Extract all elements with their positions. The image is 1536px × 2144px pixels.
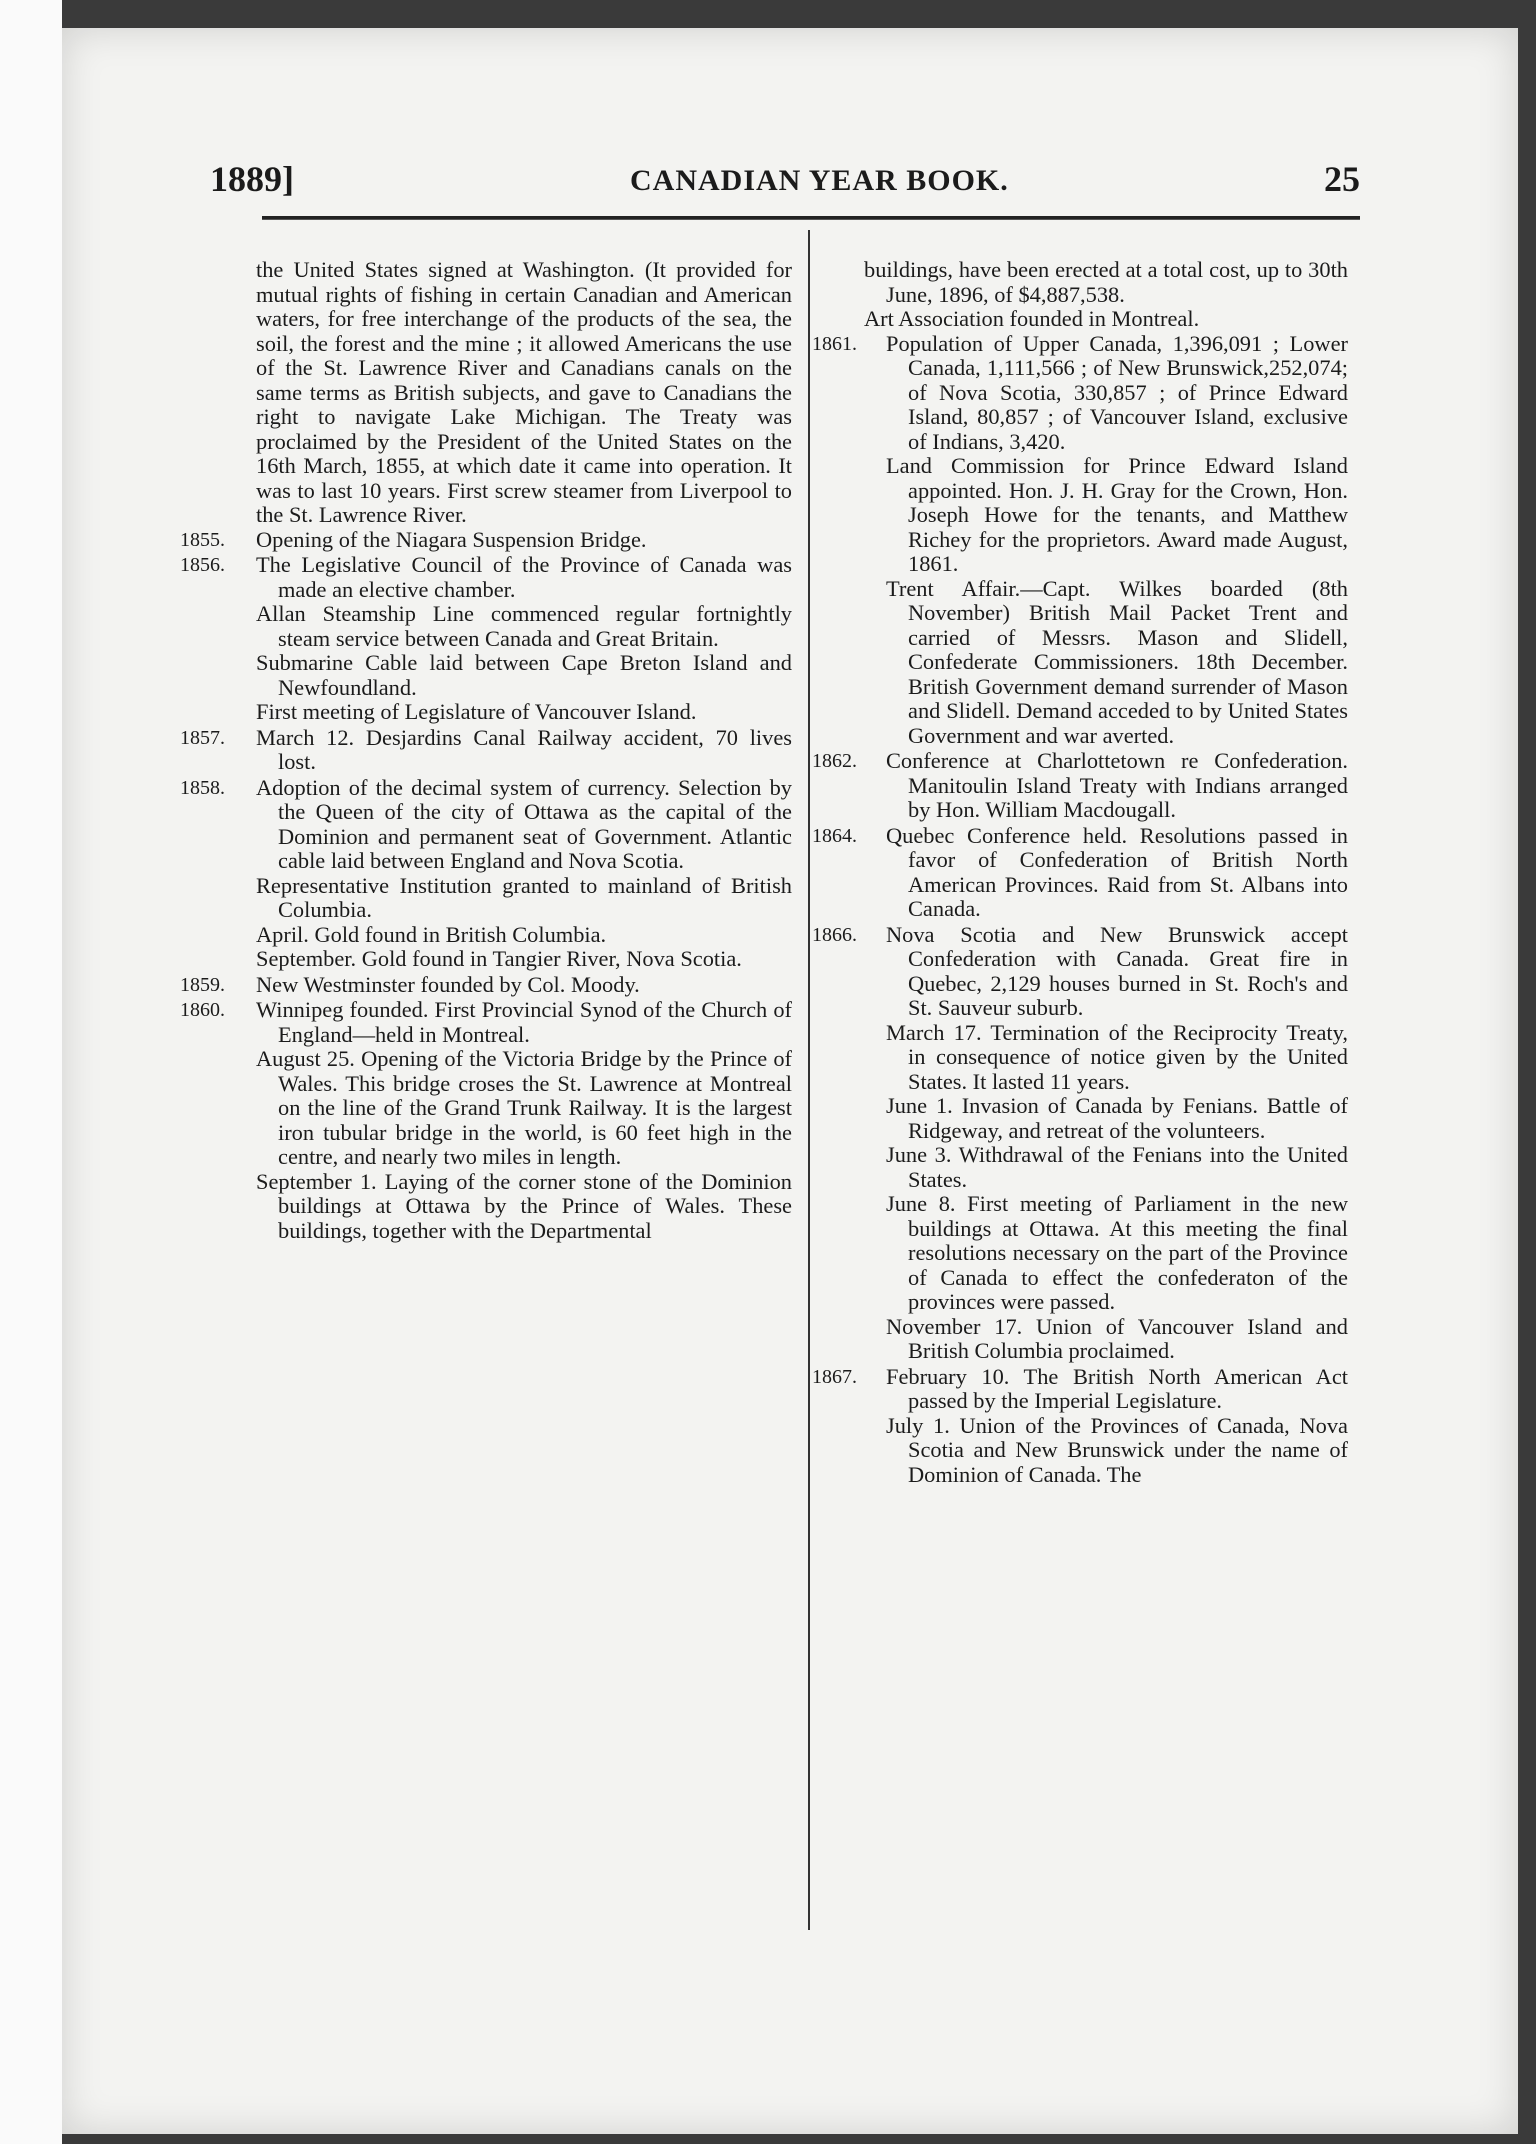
header-year: 1889] xyxy=(210,159,294,199)
entry-text: April. Gold found in British Columbia. xyxy=(256,921,607,947)
entry-text: Nova Scotia and New Brunswick accept Confederation with Canada. Great fire in Quebec, 2,129 houses burned in St. Roch's and St. Sauveur suburb. xyxy=(886,921,1348,1020)
header-title: CANADIAN YEAR BOOK. xyxy=(630,164,1009,197)
entry-text: Adoption of the decimal system of currency. Selection by the Queen of the city of Ottawa as the capital of the Dominion and permanent seat of Government. Atlantic cable laid between England and Nova Scotia. xyxy=(256,774,792,873)
entry-text: Representative Institution granted to mainland of British Columbia. xyxy=(256,872,792,922)
entry-1867 xyxy=(812,1363,1348,1488)
entry-text: June 1. Invasion of Canada by Fenians. Battle of Ridgeway, and retreat of the volunteers. xyxy=(886,1093,1348,1143)
entry-year: 1856. xyxy=(180,554,225,576)
entry-text: The Legislative Council of the Province of Canada was made an elective chamber. xyxy=(256,552,792,602)
entry-year: 1864. xyxy=(812,824,857,847)
entry-text: Quebec Conference held. Resolutions passed in favor of Confederation of British North American Provinces. Raid from St. Albans into Canada. xyxy=(886,822,1348,921)
entry-text: March 17. Termination of the Reciprocity Treaty, in consequence of notice given by the United States. It lasted 11 years. xyxy=(886,1019,1348,1094)
entry-1855 xyxy=(180,526,792,553)
entry-year: 1867. xyxy=(812,1365,857,1388)
entry-text: Submarine Cable laid between Cape Breton Island and Newfoundland. xyxy=(256,650,792,700)
right-continuation: buildings, have been erected at a total cost, up to 30th June, 1896, of $4,887,538. xyxy=(864,257,1348,307)
entry-text: New Westminster founded by Col. Moody. xyxy=(256,971,640,997)
entry-year: 1857. xyxy=(180,726,225,749)
entry-text: February 10. The British North American Act passed by the Imperial Legislature. xyxy=(886,1363,1348,1413)
entry-text: Allan Steamship Line commenced regular fortnightly steam service between Canada and Great Britain. xyxy=(256,601,792,651)
entry-1856 xyxy=(180,552,792,725)
entry-text: November 17. Union of Vancouver Island and British Columbia proclaimed. xyxy=(886,1313,1348,1363)
entry-year: 1861. xyxy=(812,332,857,355)
entry-text: Population of Upper Canada, 1,396,091 ; Lower Canada, 1,111,566 ; of New Brunswick,252,074; of Nova Scotia, 330,857 ; of Prince Edward Island, 80,857 ; of Vancouver Island, exclusive of Indians, 3,420. xyxy=(886,330,1348,454)
entry-text: June 8. First meeting of Parliament in the new buildings at Ottawa. At this meeting the final resolutions necessary on the part of the Province of Canada to effect the confederaton of the provinces were passed. xyxy=(886,1191,1348,1314)
right-continuation: Art Association founded in Montreal. xyxy=(864,306,1200,331)
left-continuation: the United States signed at Washington. (It provided for mutual rights of fishing in certain Canadian and American waters, for free interchange of the products of the sea, the soil, the forest and the mine ; it allowed Americans the use of the St. Lawrence River and Canadians canals on the same terms as British subjects, and gave to Canadians the right to navigate Lake Michigan. The Treaty was proclaimed by the President of the United States on the 16th March, 1855, at which date it came into operation. It was to last 10 years. First screw steamer from Liverpool to the St. Lawrence River. xyxy=(256,257,792,527)
entry-1859 xyxy=(180,971,792,998)
entry-text: July 1. Union of the Provinces of Canada, Nova Scotia and New Brunswick under the name of Dominion of Canada. The xyxy=(886,1412,1348,1487)
entry-1858 xyxy=(180,774,792,972)
entry-1861 xyxy=(812,330,1348,749)
entry-text: Opening of the Niagara Suspension Bridge. xyxy=(256,526,647,552)
entry-text: Winnipeg founded. First Provincial Synod of the Church of England—held in Montreal. xyxy=(256,997,792,1047)
left-column xyxy=(180,257,792,1244)
entry-1862 xyxy=(812,748,1348,823)
entry-text: September. Gold found in Tangier River, Nova Scotia. xyxy=(256,946,742,971)
entry-text: Trent Affair.—Capt. Wilkes boarded (8th November) British Mail Packet Trent and carried of Messrs. Mason and Slidell, Confederate Commissioners. 18th December. British Government demand surrender of Mason and Slidell. Demand acceded to by United States Government and war averted. xyxy=(886,575,1348,748)
entry-1866 xyxy=(812,921,1348,1364)
right-column xyxy=(812,257,1348,1488)
entry-year: 1866. xyxy=(812,923,857,946)
entry-year: 1862. xyxy=(812,750,857,772)
entry-text: September 1. Laying of the corner stone of the Dominion buildings at Ottawa by the Prince of Wales. These buildings, together with the Departmental xyxy=(256,1168,792,1243)
entry-1857 xyxy=(180,724,792,775)
entry-text: First meeting of Legislature of Vancouver Island. xyxy=(256,699,697,724)
entry-text: June 3. Withdrawal of the Fenians into the United States. xyxy=(886,1142,1348,1192)
entry-text: March 12. Desjardins Canal Railway accident, 70 lives lost. xyxy=(256,724,792,774)
entry-year: 1858. xyxy=(180,776,225,799)
entry-text: Land Commission for Prince Edward Island appointed. Hon. J. H. Gray for the Crown, Hon. Joseph Howe for the tenants, and Matthew Richey for the proprietors. Award made August, 1861. xyxy=(886,453,1348,576)
entry-1864 xyxy=(812,822,1348,922)
entry-year: 1855. xyxy=(180,528,225,551)
running-header xyxy=(210,158,1360,208)
page-number: 25 xyxy=(1324,159,1360,199)
entry-text: Conference at Charlottetown re Confederation. Manitoulin Island Treaty with Indians arranged by Hon. William Macdougall. xyxy=(886,748,1348,822)
entry-year: 1860. xyxy=(180,999,225,1021)
entry-year: 1859. xyxy=(180,973,225,996)
header-rule xyxy=(262,216,1360,220)
entry-text: August 25. Opening of the Victoria Bridge by the Prince of Wales. This bridge croses the St. Lawrence at Montreal on the line of the Grand Trunk Railway. It is the largest iron tubular bridge in the world, is 60 feet high in the centre, and nearly two miles in length. xyxy=(256,1046,792,1169)
page-gutter xyxy=(0,0,62,2144)
entry-1860 xyxy=(180,997,792,1243)
column-divider xyxy=(808,230,810,1930)
